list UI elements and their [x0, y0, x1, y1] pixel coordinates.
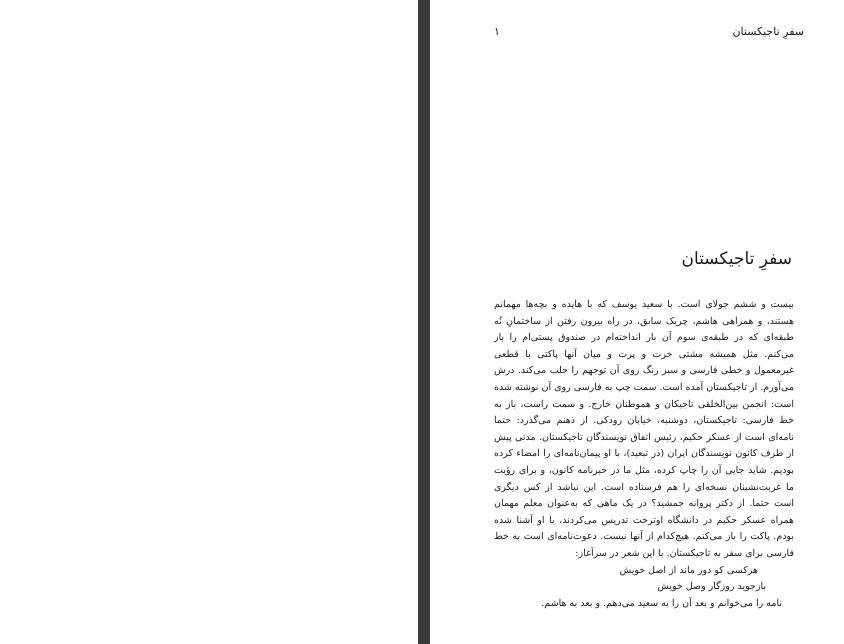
- running-header: [494, 24, 804, 42]
- closing-line: نامه را می‌خوانم و بعد آن را به سعید می‌دهم. و بعد به هاشم.: [541, 597, 782, 609]
- body-text: [494, 297, 794, 612]
- left-page: [0, 0, 418, 644]
- body-paragraph: بیست و ششم جولای است. با سعید یوسف که با هایده و بچه‌ها مهمانم هستند، و همراهی هاشم، چریک سابق، در راه بیرون رفتن از ساختمانِ نُه طبقه‌ای که در طبقه‌ی سوم آن بار انداخته‌ام در صندوق پستی‌ام را باز می‌کنم. مثل همیشه مشتی خرت و پرت و میان آنها پاکتی با قطعی غیرمعمول و خطی فارسی و سبز رنگ روی آن توجهم را جلب می‌کند. درش می‌آورم. از تاجیکستان آمده است. سمت چپ به فارسی روی آن نوشته شده است: انجمن بین‌الخلقی تاجیکان و هموطنان خارج. و سمت راست، باز به خط فارسی: تاجیکستان، دوشنبه، خیابان رودکی. از ذهنم می‌گذرد: حتما نامه‌ای است از عسکر حکیم، رئیس اتفاق نویسندگان تاجیکستان. مدتی پیش از طرف کانون نویسندگان ایران (در تبعید)، با او پیمان‌نامه‌ای را امضاء کرده بودیم. شاید جایی آن را چاپ کرده، مثل ما در خبرنامه کانون، و برای رؤیت ما غربت‌نشینان نسخه‌ای را هم فرستاده است. این نباشد از کس دیگری است حتما. از دکتر پروانه جمشید؟ در یک ماهی که به‌عنوان معلم مهمان همراه عسکر حکیم در دانشگاه اوترخت تدریس می‌کردند، با او آشنا شده بودم. پاکت را باز می‌کنم. هیچ‌کدام از آنها نیست. دعوت‌نامه‌ای است به خط فارسی برای سفر به تاجیکستان. با این شعر در سرآغاز:: [494, 299, 794, 559]
- running-header-title: سفرِ تاجیکستان: [732, 25, 804, 38]
- verse-line-1: هرکسی کو دور ماند از اصل خویش: [619, 564, 758, 576]
- verse-line-2: بازجوید روزگار وصل خویش: [657, 581, 766, 593]
- page-number: ۱: [494, 25, 500, 38]
- chapter-title: سفرِ تاجیکستان: [681, 249, 792, 269]
- book-spine: [418, 0, 430, 644]
